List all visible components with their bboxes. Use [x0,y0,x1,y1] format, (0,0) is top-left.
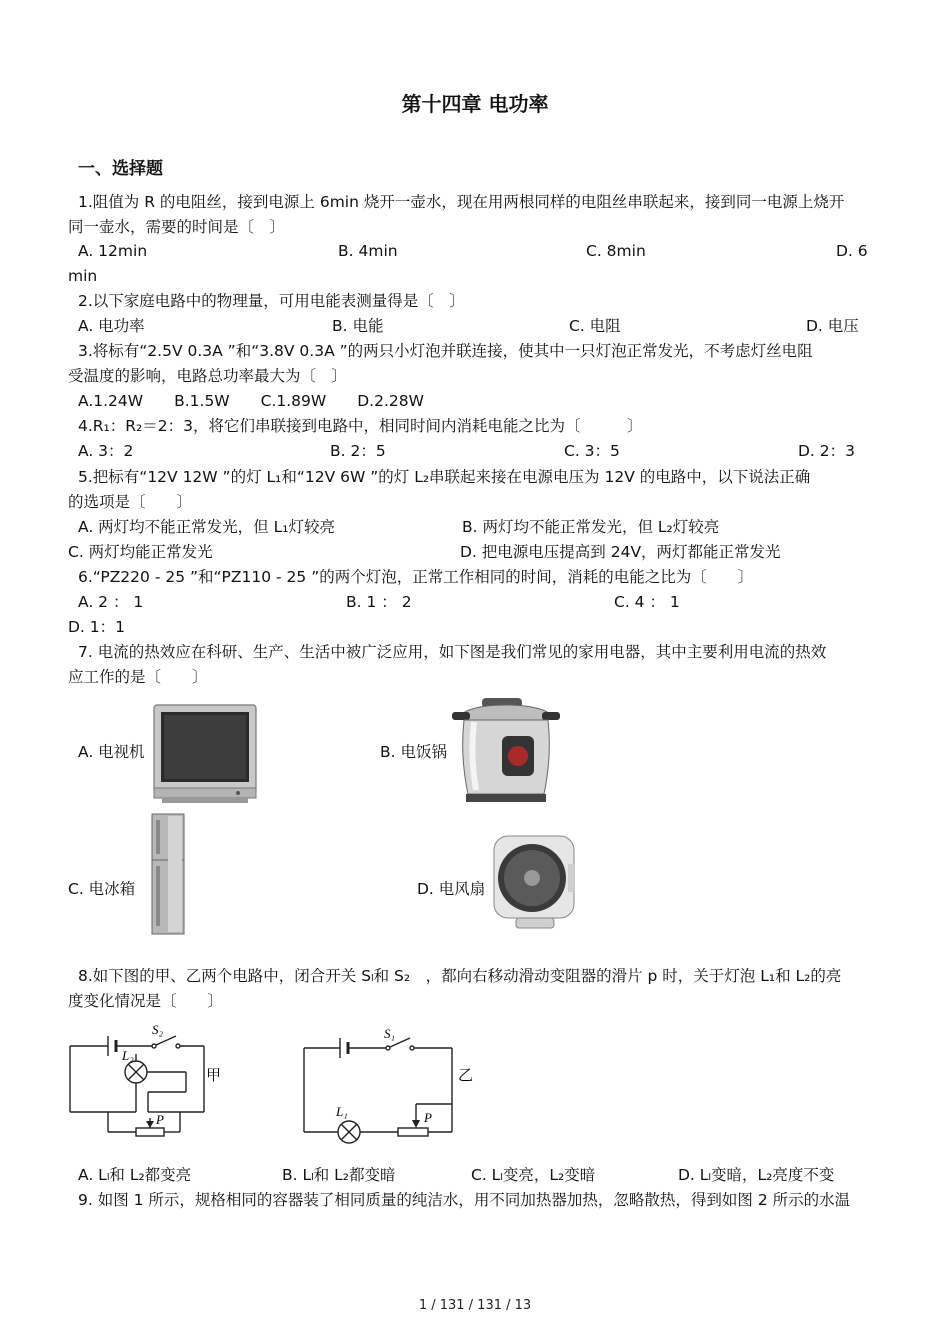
q3-options: A.1.24W B.1.5W C.1.89W D.2.28W [78,392,424,410]
q1-option-b: B. 4min [338,242,398,260]
q5-option-d: D. 把电源电压提高到 24V，两灯都能正常发光 [460,543,781,561]
q6-stem: 6.“PZ220 - 25 ”和“PZ110 - 25 ”的两个灯泡，正常工作相同的时间，消耗的电能之比为〔 〕 [78,568,754,586]
q7-option-b: B. 电饭锅 [380,743,447,761]
rice-cooker-image [452,696,560,806]
q2-option-c: C. 电阻 [569,317,621,335]
circuit-diagram-yi [298,1024,488,1154]
q5-stem-line2: 的选项是〔 〕 [68,493,193,511]
q7-option-d: D. 电风扇 [417,880,486,898]
q1-option-c: C. 8min [586,242,646,260]
q4-stem: 4.R₁：R₂＝2：3，将它们串联接到电路中，相同时间内消耗电能之比为〔 〕 [78,417,643,435]
q7-stem-line1: 7. 电流的热效应在科研、生产、生活中被广泛应用，如下图是我们常见的家用电器，其中主要利用电流的热效 [78,643,827,661]
q5-stem-line1: 5.把标有“12V 12W ”的灯 L₁和“12V 6W ”的灯 L₂串联起来接在电源电压为 12V 的电路中，以下说法正确 [78,468,811,486]
circuit-jia-label: 甲 [206,1066,222,1084]
q1-stem-line1: 1.阻值为 R 的电阻丝，接到电源上 6min 烧开一壶水，现在用两根同样的电阻丝串联起来，接到同一电源上烧开 [78,193,845,211]
q2-stem: 2.以下家庭电路中的物理量，可用电能表测量得是〔 〕 [78,292,465,310]
q3-stem-line1: 3.将标有“2.5V 0.3A ”和“3.8V 0.3A ”的两只小灯泡并联连接，使其中一只灯泡正常发光，不考虑灯丝电阻 [78,342,813,360]
circuit-yi-label: 乙 [458,1066,474,1084]
q4-option-c: C. 3：5 [564,442,620,460]
q7-stem-line2: 应工作的是〔 〕 [68,668,208,686]
page-title: 第十四章 电功率 [401,92,549,116]
q4-option-a: A. 3：2 [78,442,134,460]
lamp-l2-label: L₂ [122,1048,134,1063]
q8-option-c: C. Lₗ变亮，L₂变暗 [471,1166,596,1184]
q2-option-b: B. 电能 [332,317,384,335]
q2-option-a: A. 电功率 [78,317,145,335]
q4-option-d: D. 2：3 [798,442,856,460]
q6-option-b: B. 1 ： 2 [346,593,412,611]
q8-stem-line1: 8.如下图的甲、乙两个电路中，闭合开关 Sₗ和 S₂ ，都向右移动滑动变阻器的滑片 p 时，关于灯泡 L₁和 L₂的亮 [78,967,842,985]
q6-option-a: A. 2 ： 1 [78,593,144,611]
q5-option-a: A. 两灯均不能正常发光，但 L₁灯较亮 [78,518,335,536]
slider-p-label: P [424,1110,432,1125]
slider-p-label: P [156,1112,164,1127]
q1-stem-line2: 同一壶水，需要的时间是〔 〕 [68,218,286,236]
q8-option-a: A. Lₗ和 L₂都变亮 [78,1166,192,1184]
q7-option-a: A. 电视机 [78,743,145,761]
q8-option-b: B. Lₗ和 L₂都变暗 [282,1166,396,1184]
q8-stem-line2: 度变化情况是〔 〕 [68,992,224,1010]
q7-option-c: C. 电冰箱 [68,880,136,898]
q1-option-d: D. 6 [836,242,868,260]
switch-s1-label: S₁ [384,1026,396,1041]
lamp-l1-label: L₁ [336,1104,348,1119]
tv-image [152,704,258,804]
refrigerator-image [148,812,188,936]
q6-option-d: D. 1：1 [68,618,126,636]
q1-option-a: A. 12min [78,242,148,260]
q4-option-b: B. 2：5 [330,442,386,460]
q9-stem: 9. 如图 1 所示，规格相同的容器装了相同质量的纯洁水，用不同加热器加热，忽略散热，得到如图 2 所示的水温 [78,1191,851,1209]
q8-option-d: D. Lₗ变暗，L₂亮度不变 [678,1166,835,1184]
switch-s2-label: S₂ [152,1022,164,1037]
q5-option-c: C. 两灯均能正常发光 [68,543,213,561]
section-heading: 一、选择题 [78,159,163,179]
page-footer: 1 / 131 / 131 / 13 [418,1298,532,1313]
q6-option-c: C. 4 ： 1 [614,593,680,611]
electric-fan-image [490,834,578,934]
q1-option-d-continued: min [68,267,98,285]
circuit-diagram-jia [64,1020,244,1150]
q3-stem-line2: 受温度的影响，电路总功率最大为〔 〕 [68,367,348,385]
q2-option-d: D. 电压 [806,317,859,335]
q5-option-b: B. 两灯均不能正常发光，但 L₂灯较亮 [462,518,720,536]
